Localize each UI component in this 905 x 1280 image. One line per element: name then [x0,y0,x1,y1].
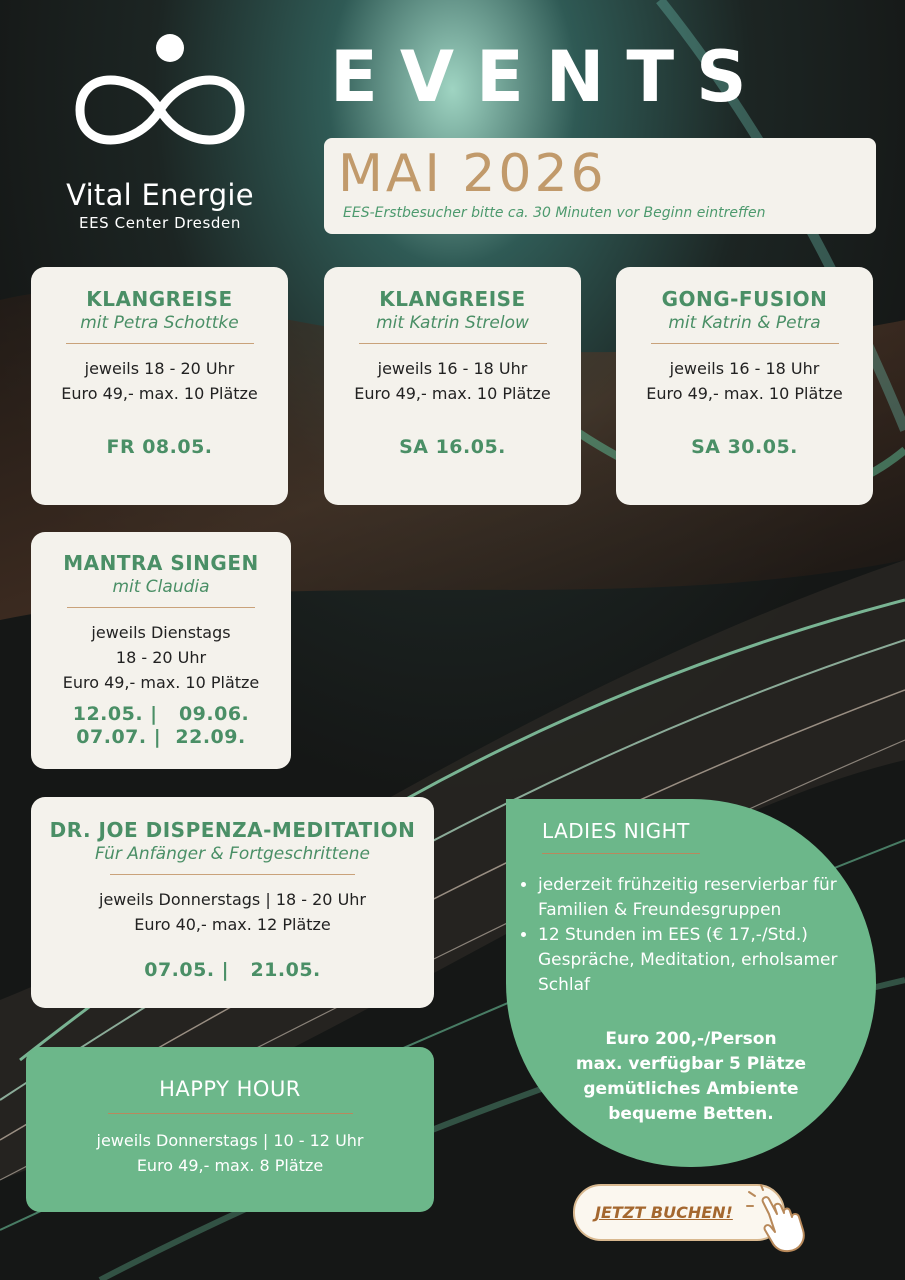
divider [110,874,355,875]
ladies-beds: bequeme Betten. [608,1104,774,1124]
event-price: Euro 49,- max. 10 Plätze [61,384,258,403]
event-time: jeweils 16 - 18 Uhr [669,359,820,378]
event-date: FR 08.05. [106,436,213,458]
brand-name: Vital Energie [66,178,254,212]
event-price: Euro 49,- max. 10 Plätze [646,384,843,403]
page-title: EVENTS [330,36,769,118]
ladies-price: Euro 200,-/Person [605,1029,777,1049]
happy-time: jeweils Donnerstags | 10 - 12 Uhr [96,1131,364,1150]
brand-logo [55,30,265,232]
event-title: MANTRA SINGEN [63,551,259,575]
event-dates: 07.07. | 22.09. [76,726,246,748]
divider [67,607,255,608]
ladies-ambience: gemütliches Ambiente [583,1079,799,1099]
event-price: Euro 49,- max. 10 Plätze [62,673,260,692]
book-now-label: JETZT BUCHEN! [595,1203,733,1222]
event-host: mit Petra Schottke [80,313,239,333]
ladies-night-panel [506,799,876,1167]
event-host: mit Katrin & Petra [668,313,821,333]
brand-subtitle: EES Center Dresden [79,214,241,232]
event-time: 18 - 20 Uhr [115,648,207,667]
divider [359,343,547,344]
ladies-info [566,1027,816,1127]
month-banner [324,138,876,234]
event-dates: 12.05. | 09.06. [72,703,250,725]
mantra-card [31,532,291,769]
event-date: SA 16.05. [399,436,506,458]
event-card [31,267,288,505]
happy-price: Euro 49,- max. 8 Plätze [136,1156,324,1175]
event-price: Euro 49,- max. 10 Plätze [354,384,551,403]
divider [108,1113,353,1114]
dispenza-card [31,797,434,1008]
event-time: jeweils 16 - 18 Uhr [377,359,528,378]
event-time: jeweils 18 - 20 Uhr [84,359,235,378]
pointing-hand-icon [745,1184,829,1256]
event-day: jeweils Dienstags [91,623,231,642]
event-host: mit Katrin Strelow [376,313,529,333]
visitor-note: EES-Erstbesucher bitte ca. 30 Minuten vor Beginn eintreffen [343,205,766,221]
ladies-bullets [518,873,868,998]
event-host: mit Claudia [112,577,210,597]
event-date: SA 30.05. [691,436,798,458]
event-dates: 07.05. | 21.05. [144,959,321,981]
list-item: • jederzeit frühzeitig reservierbar für Familien & Freundesgruppen [538,873,868,923]
happy-title: HAPPY HOUR [159,1077,301,1101]
event-card [616,267,873,505]
month-label: MAI 2026 [338,144,607,204]
event-title: KLANGREISE [86,287,233,311]
event-title: KLANGREISE [379,287,526,311]
event-price: Euro 40,- max. 12 Plätze [134,915,331,934]
ladies-title: LADIES NIGHT [542,819,690,843]
event-time: jeweils Donnerstags | 18 - 20 Uhr [99,890,366,909]
divider [542,853,700,854]
happy-hour-panel [26,1047,434,1212]
list-item: • 12 Stunden im EES (€ 17,-/Std.) Gespräche, Meditation, erholsamer Schlaf [538,923,868,998]
divider [651,343,839,344]
event-card [324,267,581,505]
event-title: GONG-FUSION [661,287,828,311]
event-host: Für Anfänger & Fortgeschrittene [95,844,370,864]
divider [66,343,254,344]
infinity-figure-icon [65,30,255,170]
ladies-capacity: max. verfügbar 5 Plätze [575,1054,807,1074]
event-title: DR. JOE DISPENZA-MEDITATION [49,818,416,842]
